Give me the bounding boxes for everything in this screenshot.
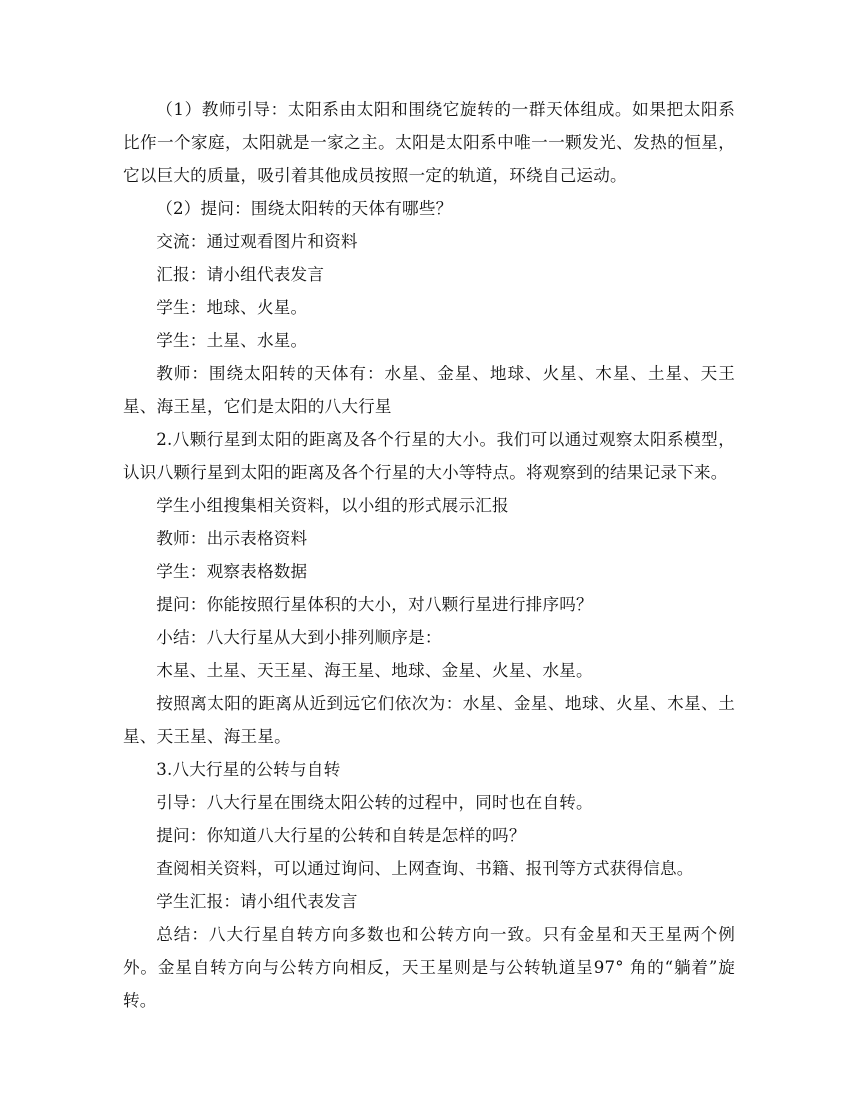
- paragraph-student-answer-1: 学生：地球、火星。: [156, 298, 308, 317]
- paragraph-section-3: 3.八大行星的公转与自转: [156, 760, 341, 779]
- paragraph-teacher-guide: （1）教师引导：太阳系由太阳和围绕它旋转的一群天体组成。如果把太阳系比作一个家庭，太阳就是一家之主。太阳是太阳系中唯一一颗发光、发热的恒星，它以巨大的质量，吸引着其他成员按照一定的轨道，环绕自己运动。: [123, 100, 735, 185]
- paragraph-student-answer-2: 学生：土星、水星。: [156, 331, 308, 350]
- paragraph-sort-question: 提问：你能按照行星体积的大小，对八颗行星进行排序吗？: [156, 595, 593, 614]
- paragraph-research: 查阅相关资料，可以通过询问、上网查询、书籍、报刊等方式获得信息。: [156, 859, 694, 878]
- paragraph-rotation-guide: 引导：八大行星在围绕太阳公转的过程中，同时也在自转。: [156, 793, 593, 812]
- paragraph-size-order: 木星、土星、天王星、海王星、地球、金星、火星、水星。: [156, 661, 593, 680]
- paragraph-student-table: 学生：观察表格数据: [156, 562, 308, 581]
- paragraph-group-research: 学生小组搜集相关资料，以小组的形式展示汇报: [156, 496, 509, 515]
- paragraph-section-2: 2.八颗行星到太阳的距离及各个行星的大小。我们可以通过观察太阳系模型，认识八颗行星到太阳的距离及各个行星的大小等特点。将观察到的结果记录下来。: [123, 430, 735, 482]
- paragraph-report: 汇报：请小组代表发言: [156, 265, 325, 284]
- paragraph-exchange: 交流：通过观看图片和资料: [156, 232, 358, 251]
- paragraph-distance-order: 按照离太阳的距离从近到远它们依次为：水星、金星、地球、火星、木星、土星、天王星、海王星。: [123, 694, 735, 746]
- paragraph-student-report: 学生汇报：请小组代表发言: [156, 892, 358, 911]
- paragraph-teacher-table: 教师：出示表格资料: [156, 529, 308, 548]
- paragraph-size-summary: 小结：八大行星从大到小排列顺序是：: [156, 628, 442, 647]
- paragraph-teacher-summary: 教师：围绕太阳转的天体有：水星、金星、地球、火星、木星、土星、天王星、海王星，它们是太阳的八大行星: [123, 364, 735, 416]
- document-page: [123, 93, 735, 1017]
- paragraph-conclusion: 总结：八大行星自转方向多数也和公转方向一致。只有金星和天王星两个例外。金星自转方向与公转方向相反，天王星则是与公转轨道呈97° 角的“躺着”旋转。: [123, 925, 735, 1010]
- paragraph-question: （2）提问：围绕太阳转的天体有哪些？: [156, 199, 453, 218]
- paragraph-rotation-question: 提问：你知道八大行星的公转和自转是怎样的吗？: [156, 826, 526, 845]
